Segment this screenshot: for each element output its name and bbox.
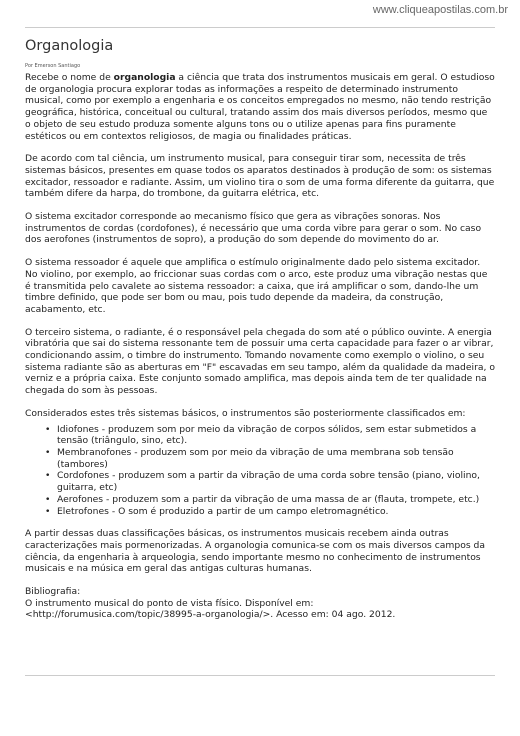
article-author: Por Emerson Santiago — [25, 63, 81, 69]
list-item — [45, 424, 495, 447]
list-item-text: Eletrofones - O som é produzido a partir de um campo eletromagnético. — [57, 505, 389, 517]
intro-text-before: Recebe o nome de — [25, 72, 114, 83]
paragraph-excitador: O sistema excitador corresponde ao mecanismo físico que gera as vibrações sonoras. Nos instrumentos de cordas (cordofones), é necessário que uma corda vibre para gerar o som. No caso dos aerofones (instrumentos de sopro), a produção do som depende do movimento do ar. — [25, 211, 482, 246]
paragraph-systems: De acordo com tal ciência, um instrumento musical, para conseguir tirar som, necessita de três sistemas básicos, presentes em quase todos os aparatos destinados à produção de som: os sistemas excitador, ressoador e radiante. Assim, um violino tira o som de uma forma diferente da guitarra, que também difere da harpa, do trombone, da guitarra elétrica, etc. — [25, 153, 495, 200]
list-item — [45, 470, 495, 493]
list-item — [45, 494, 495, 506]
article-title: Organologia — [25, 38, 114, 54]
list-item-text: Cordofones - produzem som a partir da vibração de uma corda sobre tensão (piano, violino, guitarra, etc) — [57, 470, 480, 494]
classification-list — [25, 424, 495, 518]
intro-term: organologia — [113, 72, 176, 83]
article-body — [25, 72, 495, 621]
bullet-icon: • — [45, 446, 51, 458]
bibliography — [25, 586, 495, 621]
paragraph-radiante: O terceiro sistema, o radiante, é o responsável pela chegada do som até o público ouvinte. A energia vibratória que sai do sistema ressonante tem de possuir uma certa capacidade para fazer o ar vibrar, condicionando assim, o timbre do instrumento. Tomando novamente como exemplo o violino, o seu sistema radiante são as aberturas em "F" escavadas em seu tampo, além da qualidade da madeira, o verniz e a própria caixa. Este conjunto somado amplifica, mas depois ainda tem de ter qualidade na chegada do som às pessoas. — [25, 326, 495, 397]
site-url: www.cliqueapostilas.com.br — [372, 4, 508, 16]
bibliography-entry-line: O instrumento musical do ponto de vista físico. Disponível em: — [25, 597, 314, 609]
bottom-divider — [25, 675, 495, 676]
list-item-text: Aerofones - produzem som a partir da vibração de uma massa de ar (flauta, trompete, etc.) — [57, 493, 480, 505]
paragraph-classification: Considerados estes três sistemas básicos, o instrumentos são posteriormente classificados em: — [25, 407, 466, 419]
bullet-icon: • — [45, 493, 51, 505]
top-divider — [25, 27, 495, 28]
closing-paragraph: A partir dessas duas classificações básicas, os instrumentos musicais recebem ainda outras caracterizações mais pormenorizadas. A organologia comunica-se com os mais diversos campos da ciência, da engenharia à arqueologia, sendo importante mesmo no conhecimento de instrumentos musicais e na música em geral das antigas culturas humanas. — [25, 528, 485, 575]
intro-text-after: a ciência que trata dos instrumentos musicais em geral. O estudioso de organologia procura explorar todas as informações a respeito de determinado instrumento musical, como por exemplo a engenharia e os conceitos empregados no mesmo, não tendo restrição geográfica, histórica, conceitual ou cultural, tratando assim dos mais diversos períodos, mesmo que o objeto de seu estudo produza somente alguns tons ou o utilize apenas para fins puramente estéticos ou em contextos religiosos, de magia ou finalidades práticas. — [25, 72, 495, 142]
list-item — [45, 506, 495, 518]
paragraph-ressoador: O sistema ressoador é aquele que amplifica o estímulo originalmente dado pelo sistema excitador. No violino, por exemplo, ao friccionar suas cordas com o arco, este produz uma vibração nestas que é transmitida pelo cavalete ao sistema ressoador: a caixa, que irá amplificar o som, dando-lhe um timbre definido, que pode ser bom ou mau, pois tudo depende da madeira, da construção, acabamento, etc. — [25, 257, 488, 315]
bullet-icon: • — [45, 423, 51, 435]
bibliography-heading: Bibliografia: — [25, 586, 81, 598]
article — [25, 36, 495, 621]
list-item — [45, 447, 495, 470]
bullet-icon: • — [45, 505, 51, 517]
list-item-text: Idiofones - produzem som por meio da vibração de corpos sólidos, sem estar submetidos a tensão (triângulo, sino, etc). — [57, 423, 477, 447]
list-item-text: Membranofones - produzem som por meio da vibração de uma membrana sob tensão (tambores) — [57, 446, 454, 470]
intro-paragraph — [25, 72, 495, 142]
bibliography-entry-url: <http://forumusica.com/topic/38995-a-organologia/>. Acesso em: 04 ago. 2012. — [25, 609, 396, 621]
bullet-icon: • — [45, 470, 51, 482]
